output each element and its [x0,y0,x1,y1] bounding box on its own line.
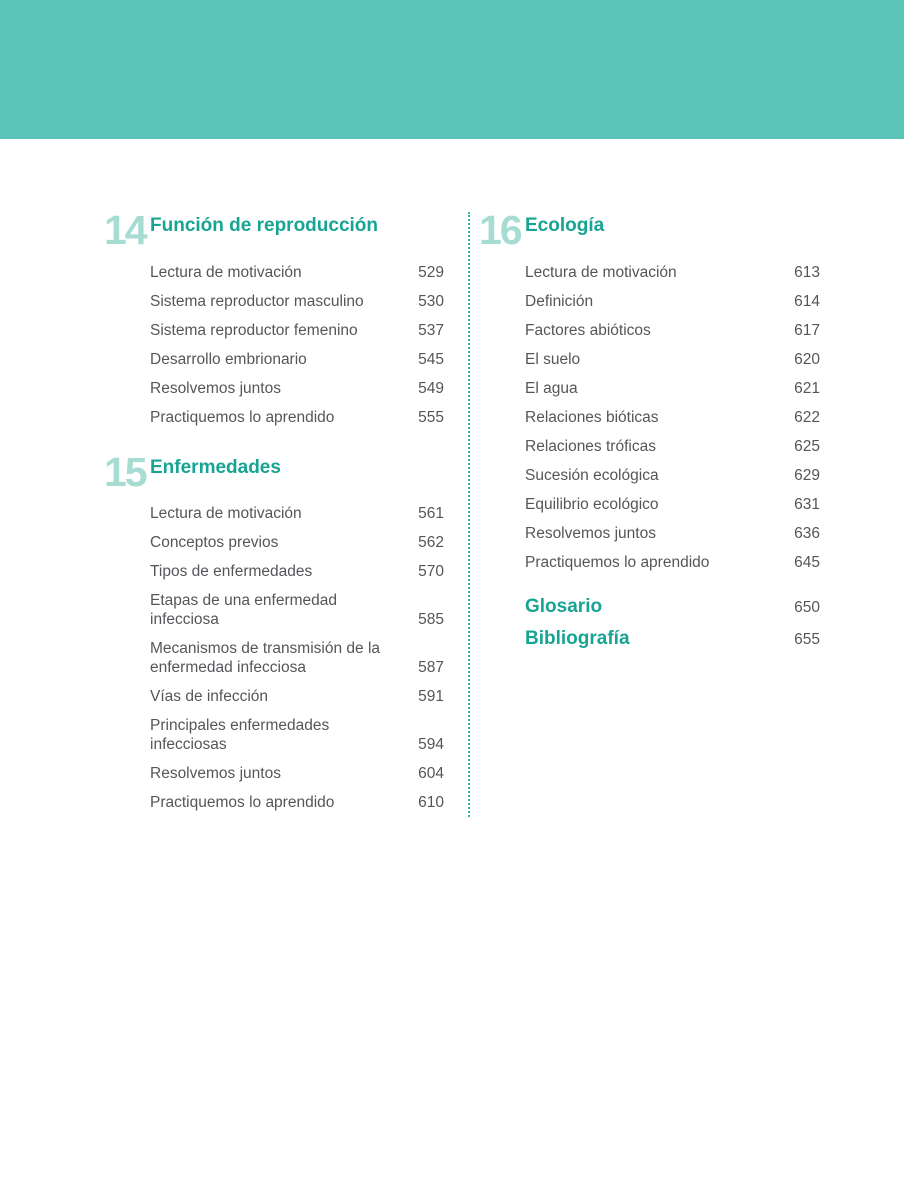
toc-item-label: Conceptos previos [150,534,279,552]
toc-item-label: Tipos de enfermedades [150,563,313,581]
toc-item-label: Relaciones tróficas [525,437,656,455]
toc-column-right [468,207,820,817]
toc-item-label: Etapas de una enfermedad infecciosa [150,592,337,629]
toc-item-page-number: 530 [418,292,444,310]
toc-item-label: Vías de infección [150,688,269,706]
toc-item [525,374,820,403]
chapter-section-16 [479,207,820,577]
toc-item-page-number: 585 [418,611,444,629]
toc-item-page-number: 629 [794,466,820,484]
toc-item-label: Sistema reproductor femenino [150,321,358,339]
toc-extra-page-number: 650 [794,598,820,616]
toc-item [150,345,444,374]
toc-item-label: Practiquemos lo aprendido [150,794,335,812]
toc-item-label: Practiquemos lo aprendido [150,408,335,426]
toc-item-label: Principales enfermedades infecciosas [150,717,330,754]
toc-item-page-number: 549 [418,379,444,397]
chapter-title: Enfermedades [150,456,281,478]
chapter-number: 15 [104,448,146,495]
toc-item [150,586,444,634]
toc-item-label: Mecanismos de transmisión de la enfermedad infecciosa [150,640,381,677]
chapter-title: Función de reproducción [150,215,379,236]
toc-item [150,557,444,586]
toc-item-label: Practiquemos lo aprendido [525,553,710,571]
toc-item-label: Lectura de motivación [150,263,302,281]
toc-item [150,499,444,528]
toc-item [150,374,444,403]
toc-item-page-number: 645 [794,553,820,571]
toc-item-page-number: 591 [418,688,444,706]
toc-item-page-number: 614 [794,292,820,310]
toc-item [525,490,820,519]
toc-item [525,316,820,345]
toc-extra-label: Bibliografía [525,627,630,649]
toc-column-left [104,207,444,817]
toc-item [525,403,820,432]
chapter-title: Ecología [525,215,605,236]
toc-extras [479,591,820,655]
toc-item-label: Resolvemos juntos [150,765,281,783]
toc-extra-page-number: 655 [794,630,820,648]
toc-item-page-number: 621 [794,379,820,397]
toc-item [150,403,444,432]
toc-item [150,287,444,316]
toc-item [150,788,444,817]
toc-content [0,207,904,817]
toc-item [525,432,820,461]
toc-item-label: Desarrollo embrionario [150,350,307,368]
chapter-header [104,207,444,253]
chapter-number: 14 [104,207,146,253]
toc-item [525,548,820,577]
toc-extra-label: Glosario [525,595,603,617]
toc-extra-bibliografia [525,623,820,655]
toc-item-label: Relaciones bióticas [525,408,659,426]
toc-item-label: Factores abióticos [525,321,651,339]
toc-item-page-number: 613 [794,263,820,281]
toc-item-page-number: 604 [418,765,444,783]
toc-item-page-number: 561 [418,505,444,523]
toc-item-page-number: 594 [418,736,444,754]
chapter-number: 16 [479,207,521,253]
toc-item-label: El agua [525,379,578,397]
toc-item-page-number: 636 [794,524,820,542]
toc-item-label: Lectura de motivación [525,263,677,281]
toc-item-label: Sistema reproductor masculino [150,292,364,310]
toc-item-label: Lectura de motivación [150,505,302,523]
toc-item-page-number: 529 [418,263,444,281]
toc-item [150,711,444,759]
toc-item [525,258,820,287]
toc-extra-glosario [525,591,820,623]
chapter-header [104,448,444,495]
toc-item-label: Resolvemos juntos [150,379,281,397]
toc-item-page-number: 610 [418,794,444,812]
toc-item-page-number: 631 [794,495,820,513]
toc-item-label: Resolvemos juntos [525,524,656,542]
toc-item-label: Equilibrio ecológico [525,495,659,513]
chapter-header [479,207,820,253]
toc-item [525,345,820,374]
toc-item [150,682,444,711]
chapter-section-14 [104,207,444,432]
toc-item-page-number: 620 [794,350,820,368]
toc-item [150,759,444,788]
toc-item [525,461,820,490]
toc-item-page-number: 625 [794,437,820,455]
toc-item [150,258,444,287]
toc-item-page-number: 562 [418,534,444,552]
toc-item [150,528,444,557]
toc-item-page-number: 617 [794,321,820,339]
toc-item [525,519,820,548]
toc-item [525,287,820,316]
chapter-section-15 [104,432,444,818]
toc-item-label: Definición [525,292,594,310]
header-band [0,0,904,139]
toc-item-label: Sucesión ecológica [525,466,659,484]
toc-item-page-number: 555 [418,408,444,426]
toc-item-page-number: 587 [418,659,444,677]
toc-item-page-number: 622 [794,408,820,426]
toc-item-page-number: 537 [418,321,444,339]
toc-item-page-number: 570 [418,563,444,581]
toc-item-page-number: 545 [418,350,444,368]
toc-item-label: El suelo [525,350,581,368]
toc-item [150,634,444,682]
toc-item [150,316,444,345]
